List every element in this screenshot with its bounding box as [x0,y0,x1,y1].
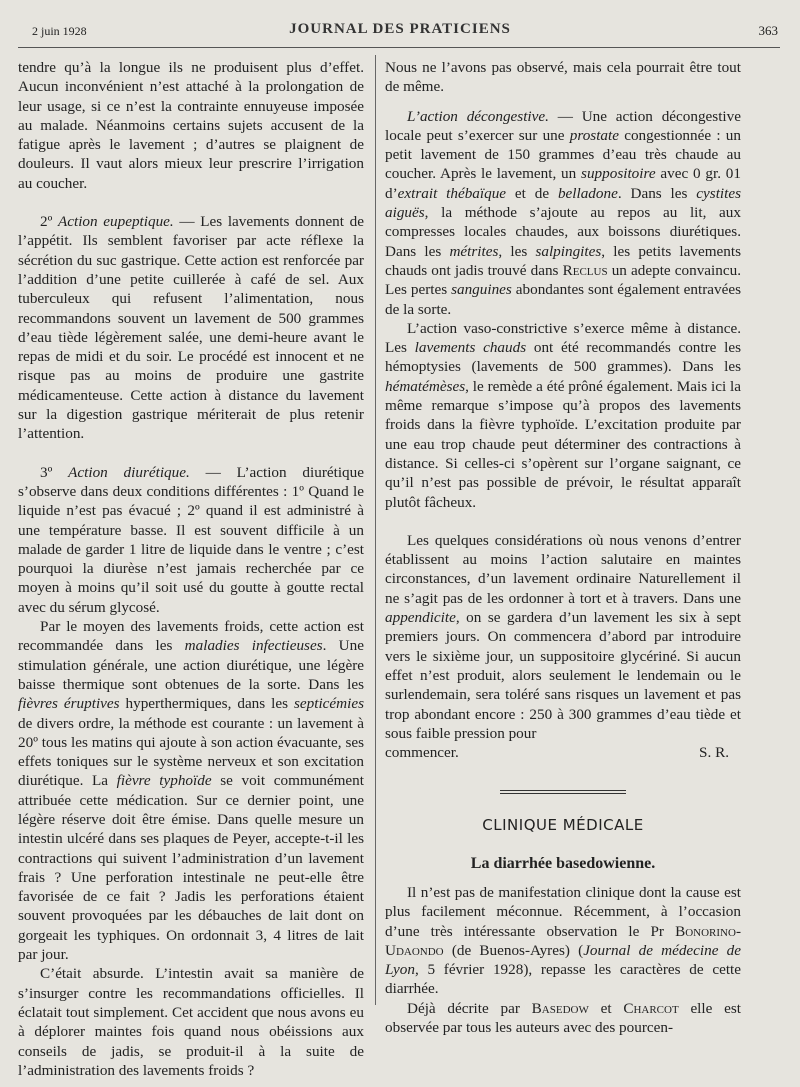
subheading: Action eupeptique. [57,213,174,231]
author-name: Bonorino-Udaondo [385,922,741,959]
page-number: 363 [758,23,778,38]
section-heading: CLINIQUE MÉDICALE [482,816,644,835]
paragraph: tendre qu’à la longue ils ne produisent plus d’effet. Aucun inconvénient n’est attaché à la prolongation de leur usage, si ce n’est la contrainte ennuyeuse imposée au malade. Néanmoins certains sujets accusent de la fatigue après le lavement ; d’autres se plaignent de douleurs. Il vaut alors mieux leur prescrire l’irrigation au coucher. [18,59,364,192]
section-ornament [500,790,626,796]
subheading: Action diurétique. [68,463,190,481]
article-title: La diarrhée basedowienne. [470,854,656,872]
subheading: L’action décongestive. [407,107,549,125]
paragraph-eupeptique: 2º Action eupeptique. — Les lavements donnent de l’appétit. Ils semblent favoriser par acte réflexe la sécrétion du suc gastrique. Cette action est renforcée par l’addition d’une petite cuillerée à café de sel. Aux tuberculeux qui refusent l’alimentation, nous recommandons souvent un lavement de 500 grammes d’eau tiède légèrement salée, une demi-heure avant le repas de midi et du soir. Le procédé est innocent et ne risque pas au moins de produire une gastrite médicamenteuse. Cette action à distance du lavement sur la digestion gastrique mériterait de plus retenir l’attention. [18,213,364,443]
paragraph: Par le moyen des lavements froids, cette action est recommandée dans les maladies infectieuses. Une stimulation générale, une action diurétique, une légère baisse thermique sont obtenues de la sorte. Dans les fièvres éruptives hyperthermiques, dans les septicémies de divers ordre, la méthode est courante : un lavement à 20º tous les matins qui ajoute à son action évacuante, ses effets toniques sur le système nerveux et son excitation diurétique. La fièvre typhoïde se voit communément attribuée cette médication. Sur ce dernier point, une légère réserve doit être émise. Dans quelle mesure un intestin ulcéré dans ses plaques de Peyer, accepte-t-il les contractions qui suivent l’administration d’un lavement frais ? Une perforation intestinale ne peut-elle être favorisée de ce fait ? Jadis les perforations étaient souvent provoquées par les débauches de lait dont on gorgeait les typhiques. On ordonnait 3, 4 litres de lait par jour. [18,618,364,964]
author-name: Basedow [531,999,589,1017]
paragraph: Les quelques considérations où nous venons d’entrer établissent au moins l’action salutaire en maintes circonstances, d’un lavement ordinaire Naturellement il ne s’agit pas de les ordonner à tort et à travers. Dans une appendicite, on se gardera d’un lavement les six à sept premiers jours. On commencera d’abord par introduire vers le sixième jour, un suppositoire glycériné. Si aucun effet n’est produit, alors seulement le lendemain ou le surlendemain, sera toléré sans risques un lavement et pas trop abondant encore : 250 à 300 grammes d’eau tiède et sous faible pression pour [385,531,741,742]
left-column [18,58,364,1080]
paragraph: Il n’est pas de manifestation clinique dont la cause est plus facilement méconnue. Récemment, à l’occasion d’une très intéressante observation le Pr Bonorino-Udaondo (de Buenos-Ayres) (Journal de médecine de Lyon, 5 février 1928), repasse les caractères de cette diarrhée. [385,883,741,998]
paragraph: Nous ne l’avons pas observé, mais cela pourrait être tout de même. [385,59,741,96]
issue-date: 2 juin 1928 [32,24,87,38]
page-header [0,0,800,50]
author-name: Charcot [623,999,679,1017]
paragraph: L’action vaso-constrictive s’exerce même à distance. Les lavements chauds ont été recommandés contre les hémoptysies (lavements de 500 grammes). Dans les hématémèses, le remède a été prôné également. Mais ici la même remarque s’impose qu’à propos des lavements froids dans la fièvre typhoïde. L’excitation produite par une eau trop chaude peut déterminer des contractions à distance. Si celles-ci s’opèrent sur l’organe saignant, ce qu’il n’est pas possible de prévoir, le résultat apparaît plutôt fâcheux. [385,319,741,511]
paragraph: Déjà décrite par Basedow et Charcot elle est observée par tous les auteurs avec des pourcen- [385,999,741,1037]
signature: S. R. [699,744,729,762]
column-divider [375,55,376,1005]
closing-line: commencer. S. R. [385,744,729,762]
header-rule [18,47,780,48]
journal-title: JOURNAL DES PRATICIENS [289,21,511,37]
author-name: Reclus [562,261,608,279]
paragraph-diuretique: 3º Action diurétique. — L’action diurétique s’observe dans deux conditions différentes : 1º Quand le liquide n’est pas évacué ; 2º quand il est administré à une température basse. Il est souvent difficile à un malade de garder 1 litre de liquide dans le ventre ; c’est pourquoi la diurèse n’est jamais recherchée par ce moyen à moins qu’il soit usé du goutte à goutte rectal avec du sérum glycosé. [18,463,364,616]
right-column [385,58,741,1037]
paragraph: C’était absurde. L’intestin avait sa manière de s’insurger contre les recommandations officielles. Il éclatait tout simplement. Cet accident que nous avons eu à déplorer maintes fois quand nous obéissions aux conseils de jadis, se produit-il à la suite de l’administration des lavements froids ? [18,965,364,1079]
paragraph-decongestive: L’action décongestive. — Une action décongestive locale peut s’exercer sur une prostate congestionnée : un petit lavement de 150 grammes d’eau très chaude au coucher. Après le lavement, un suppositoire avec 0 gr. 01 d’extrait thébaïque et de belladone. Dans les cystites aiguës, la méthode s’ajoute au repos au lit, aux compresses locales chaudes, aux boissons diurétiques. Dans les métrites, les salpingites, les petits lavements chauds ont jadis trouvé dans Reclus un adepte convaincu. Les pertes sanguines abondantes sont également entravées de la sorte. [385,107,741,318]
